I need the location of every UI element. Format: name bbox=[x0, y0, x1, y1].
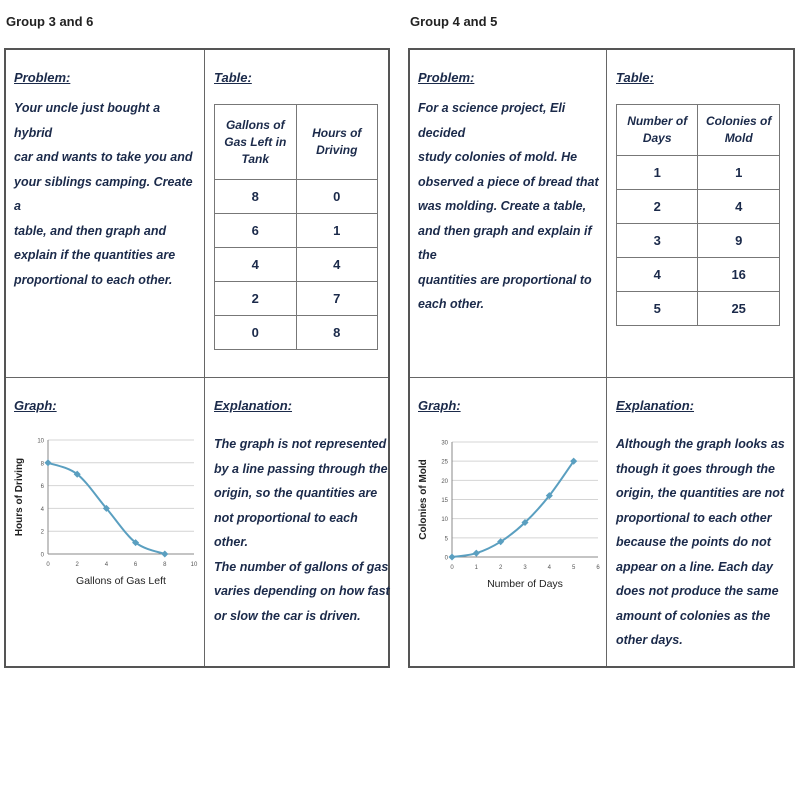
left-problem-line: explain if the quantities are bbox=[14, 248, 176, 262]
y-tick-label: 10 bbox=[37, 438, 44, 445]
x-tick-label: 2 bbox=[498, 565, 503, 571]
left-table-cell: 2 bbox=[215, 282, 297, 316]
right-table-cell: 9 bbox=[698, 224, 780, 258]
right-line-chart bbox=[416, 434, 604, 604]
right-table-cell: 5 bbox=[617, 292, 698, 326]
table-row bbox=[617, 258, 780, 292]
right-explanation-line: origin, the quantities are not bbox=[616, 486, 785, 500]
left-table-cell: 8 bbox=[296, 316, 377, 350]
left-table-cell: 6 bbox=[215, 214, 297, 248]
left-explanation-line: origin, so the quantities are bbox=[214, 486, 378, 500]
left-explanation-line: The graph is not represented bbox=[214, 437, 387, 451]
right-explanation-line: amount of colonies as the bbox=[616, 608, 771, 623]
right-explanation-line: appear on a line. Each day bbox=[616, 559, 774, 574]
left-data-table bbox=[214, 104, 378, 350]
right-problem-line: was molding. Create a table, bbox=[418, 199, 587, 213]
left-table-cell: 7 bbox=[296, 282, 377, 316]
x-tick-label: 0 bbox=[450, 565, 454, 571]
left-table-cell: 8 bbox=[215, 180, 297, 214]
data-point bbox=[448, 553, 455, 560]
y-tick-label: 4 bbox=[40, 506, 44, 513]
y-tick-label: 8 bbox=[40, 461, 44, 468]
right-table-cell: 1 bbox=[617, 156, 698, 190]
left-problem-line: car and wants to take you and bbox=[14, 150, 193, 164]
right-group-title: Group 4 and 5 bbox=[410, 14, 498, 29]
left-table-cell: 0 bbox=[215, 316, 297, 350]
right-table-heading: Table: bbox=[616, 70, 654, 85]
table-row bbox=[617, 292, 780, 326]
right-table-col2-header: Colonies of Mold bbox=[698, 105, 780, 156]
left-problem-line: proportional to each other. bbox=[14, 272, 173, 287]
right-table-col1-header: Number of Days bbox=[617, 105, 698, 156]
right-explanation-line: Although the graph looks as bbox=[616, 437, 785, 451]
table-row bbox=[617, 156, 780, 190]
right-problem-line: For a science project, Eli decided bbox=[418, 101, 566, 140]
left-row-divider bbox=[6, 377, 388, 378]
left-explanation-heading: Explanation: bbox=[214, 398, 293, 413]
y-tick-label: 25 bbox=[441, 459, 448, 466]
right-table-cell: 1 bbox=[698, 156, 780, 190]
x-axis-label: Gallons of Gas Left bbox=[76, 575, 166, 587]
left-line-chart bbox=[12, 428, 200, 598]
x-tick-label: 5 bbox=[571, 565, 576, 571]
left-problem-text bbox=[14, 96, 200, 292]
x-tick-label: 6 bbox=[596, 565, 600, 571]
right-explanation-line: does not produce the same bbox=[616, 584, 779, 598]
right-data-table bbox=[616, 104, 780, 326]
right-worksheet-panel bbox=[408, 48, 795, 668]
y-axis-label: Hours of Driving bbox=[14, 457, 25, 537]
y-tick-label: 0 bbox=[40, 552, 44, 559]
x-tick-label: 4 bbox=[547, 565, 552, 571]
left-problem-heading: Problem: bbox=[14, 70, 71, 85]
x-tick-label: 0 bbox=[46, 562, 50, 568]
table-row bbox=[215, 214, 378, 248]
right-table-cell: 16 bbox=[698, 258, 780, 292]
x-tick-label: 10 bbox=[190, 562, 198, 568]
left-explanation-line: The number of gallons of gas bbox=[214, 559, 389, 574]
right-table-cell: 4 bbox=[698, 190, 780, 224]
right-problem-line: observed a piece of bread that bbox=[418, 174, 599, 189]
right-problem-line: quantities are proportional to bbox=[418, 272, 592, 287]
left-table-cell: 1 bbox=[296, 214, 377, 248]
left-table-cell: 4 bbox=[215, 248, 297, 282]
y-tick-label: 0 bbox=[444, 555, 448, 562]
table-row bbox=[215, 282, 378, 316]
table-row bbox=[215, 180, 378, 214]
right-problem-line: each other. bbox=[418, 297, 484, 311]
left-explanation-line: varies depending on how fast bbox=[214, 584, 390, 598]
table-row bbox=[617, 224, 780, 258]
right-column-divider bbox=[606, 50, 607, 666]
right-table-cell: 4 bbox=[617, 258, 698, 292]
left-table-heading: Table: bbox=[214, 70, 252, 85]
right-explanation-heading: Explanation: bbox=[616, 398, 695, 413]
x-tick-label: 4 bbox=[104, 562, 109, 568]
y-tick-label: 20 bbox=[441, 478, 448, 485]
left-table-col1-header: Gallons of Gas Left in Tank bbox=[215, 105, 297, 180]
right-graph-heading: Graph: bbox=[418, 398, 461, 413]
right-explanation-line: though it goes through the bbox=[616, 461, 775, 476]
table-row bbox=[617, 190, 780, 224]
left-explanation-line: by a line passing through the bbox=[214, 461, 388, 476]
table-row bbox=[215, 248, 378, 282]
x-tick-label: 8 bbox=[163, 562, 167, 568]
y-tick-label: 30 bbox=[441, 440, 448, 447]
y-axis-label: Colonies of Mold bbox=[418, 459, 429, 540]
right-problem-line: and then graph and explain if the bbox=[418, 223, 592, 262]
left-explanation-text bbox=[214, 432, 390, 628]
right-problem-line: study colonies of mold. He bbox=[418, 150, 578, 164]
left-explanation-line: not proportional to each other. bbox=[214, 510, 358, 549]
y-tick-label: 5 bbox=[444, 536, 448, 543]
x-axis-label: Number of Days bbox=[487, 578, 563, 590]
right-problem-text bbox=[418, 96, 604, 317]
y-tick-label: 2 bbox=[40, 529, 44, 536]
right-explanation-line: other days. bbox=[616, 633, 683, 647]
right-row-divider bbox=[410, 377, 793, 378]
data-point bbox=[44, 459, 51, 466]
table-row bbox=[215, 316, 378, 350]
right-problem-heading: Problem: bbox=[418, 70, 475, 85]
data-point bbox=[161, 550, 168, 557]
left-table-cell: 0 bbox=[296, 180, 377, 214]
y-tick-label: 10 bbox=[441, 517, 448, 524]
right-explanation-line: because the points do not bbox=[616, 535, 771, 549]
left-column-divider bbox=[204, 50, 205, 666]
y-tick-label: 6 bbox=[40, 484, 44, 491]
right-explanation-line: proportional to each other bbox=[616, 510, 772, 525]
left-group-title: Group 3 and 6 bbox=[6, 14, 94, 29]
left-problem-line: table, and then graph and bbox=[14, 223, 167, 238]
left-explanation-line: or slow the car is driven. bbox=[214, 608, 361, 623]
right-table-cell: 2 bbox=[617, 190, 698, 224]
right-table-cell: 25 bbox=[698, 292, 780, 326]
left-table-col2-header: Hours of Driving bbox=[296, 105, 377, 180]
data-point bbox=[473, 550, 480, 557]
series-line bbox=[452, 461, 574, 557]
left-problem-line: your siblings camping. Create a bbox=[14, 174, 193, 213]
right-explanation-text bbox=[616, 432, 792, 653]
x-tick-label: 1 bbox=[474, 565, 479, 571]
y-tick-label: 15 bbox=[441, 498, 448, 504]
x-tick-label: 3 bbox=[523, 565, 527, 571]
left-problem-line: Your uncle just bought a hybrid bbox=[14, 101, 161, 140]
x-tick-label: 2 bbox=[75, 562, 79, 568]
x-tick-label: 6 bbox=[133, 562, 138, 568]
left-worksheet-panel bbox=[4, 48, 390, 668]
right-table-cell: 3 bbox=[617, 224, 698, 258]
left-graph-heading: Graph: bbox=[14, 398, 57, 413]
left-table-cell: 4 bbox=[296, 248, 377, 282]
